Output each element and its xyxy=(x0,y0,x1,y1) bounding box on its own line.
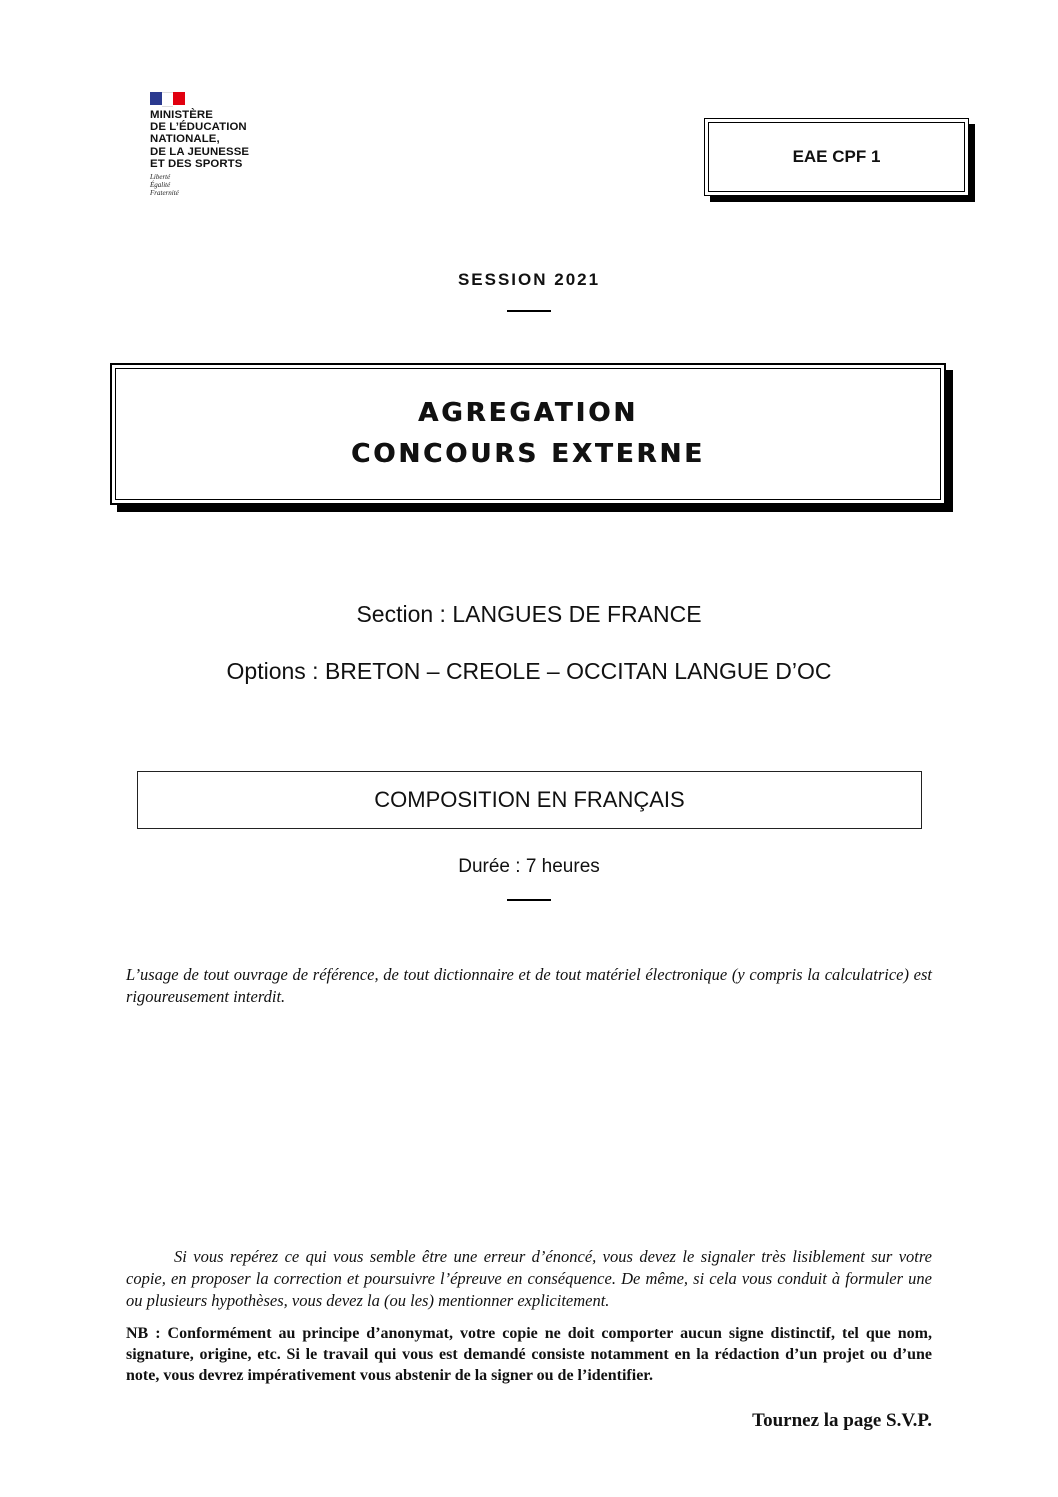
divider xyxy=(507,310,551,312)
exam-code: EAE CPF 1 xyxy=(792,147,881,166)
turn-page-note: Tournez la page S.V.P. xyxy=(752,1410,932,1431)
ministry-name xyxy=(150,109,249,170)
options-heading: Options : BRETON – CREOLE – OCCITAN LANGUE D’OC xyxy=(226,658,832,684)
ministry-line: NATIONALE, xyxy=(150,133,220,146)
motto-line: Liberté xyxy=(150,173,171,181)
epreuve-box xyxy=(137,771,922,829)
exam-code-box xyxy=(704,118,969,196)
error-instructions xyxy=(126,1246,932,1312)
ministry-logo xyxy=(150,92,280,212)
motto-line: Égalité xyxy=(150,181,171,189)
ministry-line: DE LA JEUNESSE xyxy=(150,145,250,158)
marianne-flag-icon xyxy=(150,92,185,105)
anonymity-note: NB : Conformément au principe d’anonymat, votre copie ne doit comporter aucun signe distinctif, tel que nom, signature, origine, etc. Si le travail qui vous est demandé consiste notamment en la rédaction d’un projet ou d’une note, vous devrez impérativement vous abstenir de la signer ou de l’identifier. xyxy=(126,1325,932,1384)
error-paragraph: Si vous repérez ce qui vous semble être une erreur d’énoncé, vous devez le signaler très lisiblement sur votre copie, en proposer la correction et poursuivre l’épreuve en conséquence. De même, si cela vous conduit à formuler une ou plusieurs hypothèses, vous devez la (ou les) mentionner explicitement. xyxy=(126,1247,932,1310)
motto-line: Fraternité xyxy=(150,189,179,197)
duration: Durée : 7 heures xyxy=(458,856,600,877)
section-heading: Section : LANGUES DE FRANCE xyxy=(356,601,702,627)
republic-motto xyxy=(150,173,179,197)
divider xyxy=(507,899,551,901)
ministry-line: MINISTÈRE xyxy=(150,109,213,121)
epreuve-title: COMPOSITION EN FRANÇAIS xyxy=(374,787,685,812)
ministry-line: DE L’ÉDUCATION xyxy=(150,121,247,134)
title-concours: CONCOURS EXTERNE xyxy=(351,439,705,469)
materials-notice: L’usage de tout ouvrage de référence, de tout dictionnaire et de tout matériel électronique (y compris la calculatrice) est rigoureusement interdit. xyxy=(126,965,932,1006)
title-box xyxy=(110,363,946,505)
title-agregation: AGREGATION xyxy=(418,398,638,428)
ministry-line: ET DES SPORTS xyxy=(150,157,243,170)
session-label: SESSION 2021 xyxy=(457,270,601,289)
